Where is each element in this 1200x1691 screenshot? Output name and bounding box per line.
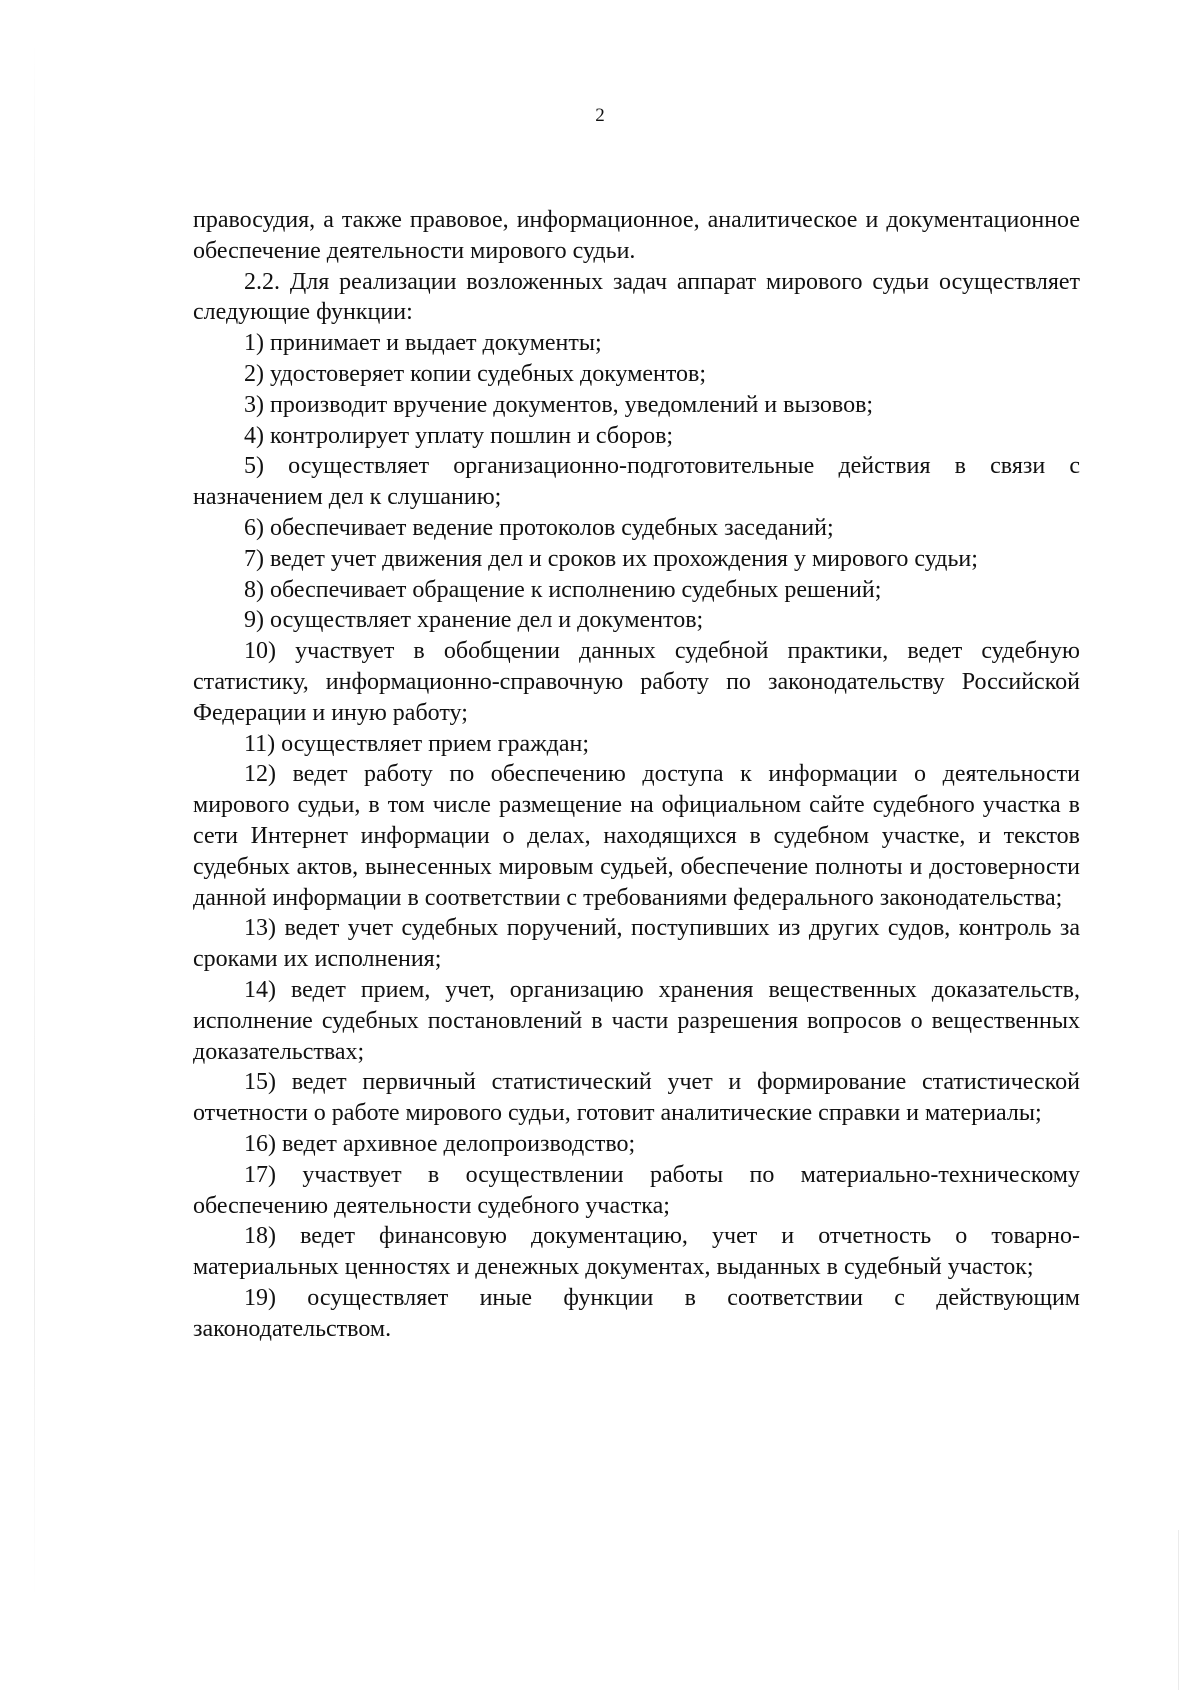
list-item-9: 9) осуществляет хранение дел и документов; <box>244 607 704 634</box>
list-item-19: 19) осуществляет иные функции в соответствии с действующим законодательством. <box>193 1284 1080 1342</box>
list-item-15: 15) ведет первичный статистический учет и формирование статистической отчетности о работе мирового судьи, готовит аналитические справки и материалы; <box>193 1069 1080 1127</box>
list-item-18: 18) ведет финансовую документацию, учет и отчетность о товарно-материальных ценностях и денежных документах, выданных в судебный участок; <box>193 1223 1080 1281</box>
list-item-7: 7) ведет учет движения дел и сроков их прохождения у мирового судьи; <box>244 545 978 572</box>
list-item-16: 16) ведет архивное делопроизводство; <box>244 1130 636 1157</box>
list-item-10: 10) участвует в обобщении данных судебной практики, ведет судебную статистику, информационно-справочную работу по законодательству Российской Федерации и иную работу; <box>193 638 1080 726</box>
list-item-13: 13) ведет учет судебных поручений, поступивших из других судов, контроль за сроками их исполнения; <box>193 915 1080 973</box>
list-item-8: 8) обеспечивает обращение к исполнению судебных решений; <box>244 576 882 603</box>
list-item-17: 17) участвует в осуществлении работы по материально-техническому обеспечению деятельности судебного участка; <box>193 1161 1080 1219</box>
paragraph-section-2-2: 2.2. Для реализации возложенных задач аппарат мирового судьи осуществляет следующие функции: <box>193 268 1080 326</box>
paragraph-continuation: правосудия, а также правовое, информационное, аналитическое и документационное обеспечение деятельности мирового судьи. <box>193 207 1080 264</box>
list-item-4: 4) контролирует уплату пошлин и сборов; <box>244 422 674 449</box>
list-item-5: 5) осуществляет организационно-подготовительные действия в связи с назначением дел к слушанию; <box>193 453 1080 511</box>
list-item-3: 3) производит вручение документов, уведомлений и вызовов; <box>244 391 874 418</box>
list-item-14: 14) ведет прием, учет, организацию хранения вещественных доказательств, исполнение судебных постановлений в части разрешения вопросов о вещественных доказательствах; <box>193 976 1080 1065</box>
list-item-12: 12) ведет работу по обеспечению доступа к информации о деятельности мирового судьи, в том числе размещение на официальном сайте судебного участка в сети Интернет информации о делах, находящихся в судебном участке, и текстов судебных актов, вынесенных мировым судьей, обеспечение полноты и достоверности данной информации в соответствии с требованиями федерального законодательства; <box>193 761 1080 911</box>
scan-edge-left <box>34 40 35 1600</box>
list-item-6: 6) обеспечивает ведение протоколов судебных заседаний; <box>244 514 834 541</box>
list-item-11: 11) осуществляет прием граждан; <box>244 730 590 757</box>
list-item-1: 1) принимает и выдает документы; <box>244 330 602 357</box>
scan-edge-right <box>1178 1530 1179 1690</box>
page-number: 2 <box>595 105 605 126</box>
list-item-2: 2) удостоверяет копии судебных документов; <box>244 360 707 387</box>
document-body <box>193 205 1080 1344</box>
